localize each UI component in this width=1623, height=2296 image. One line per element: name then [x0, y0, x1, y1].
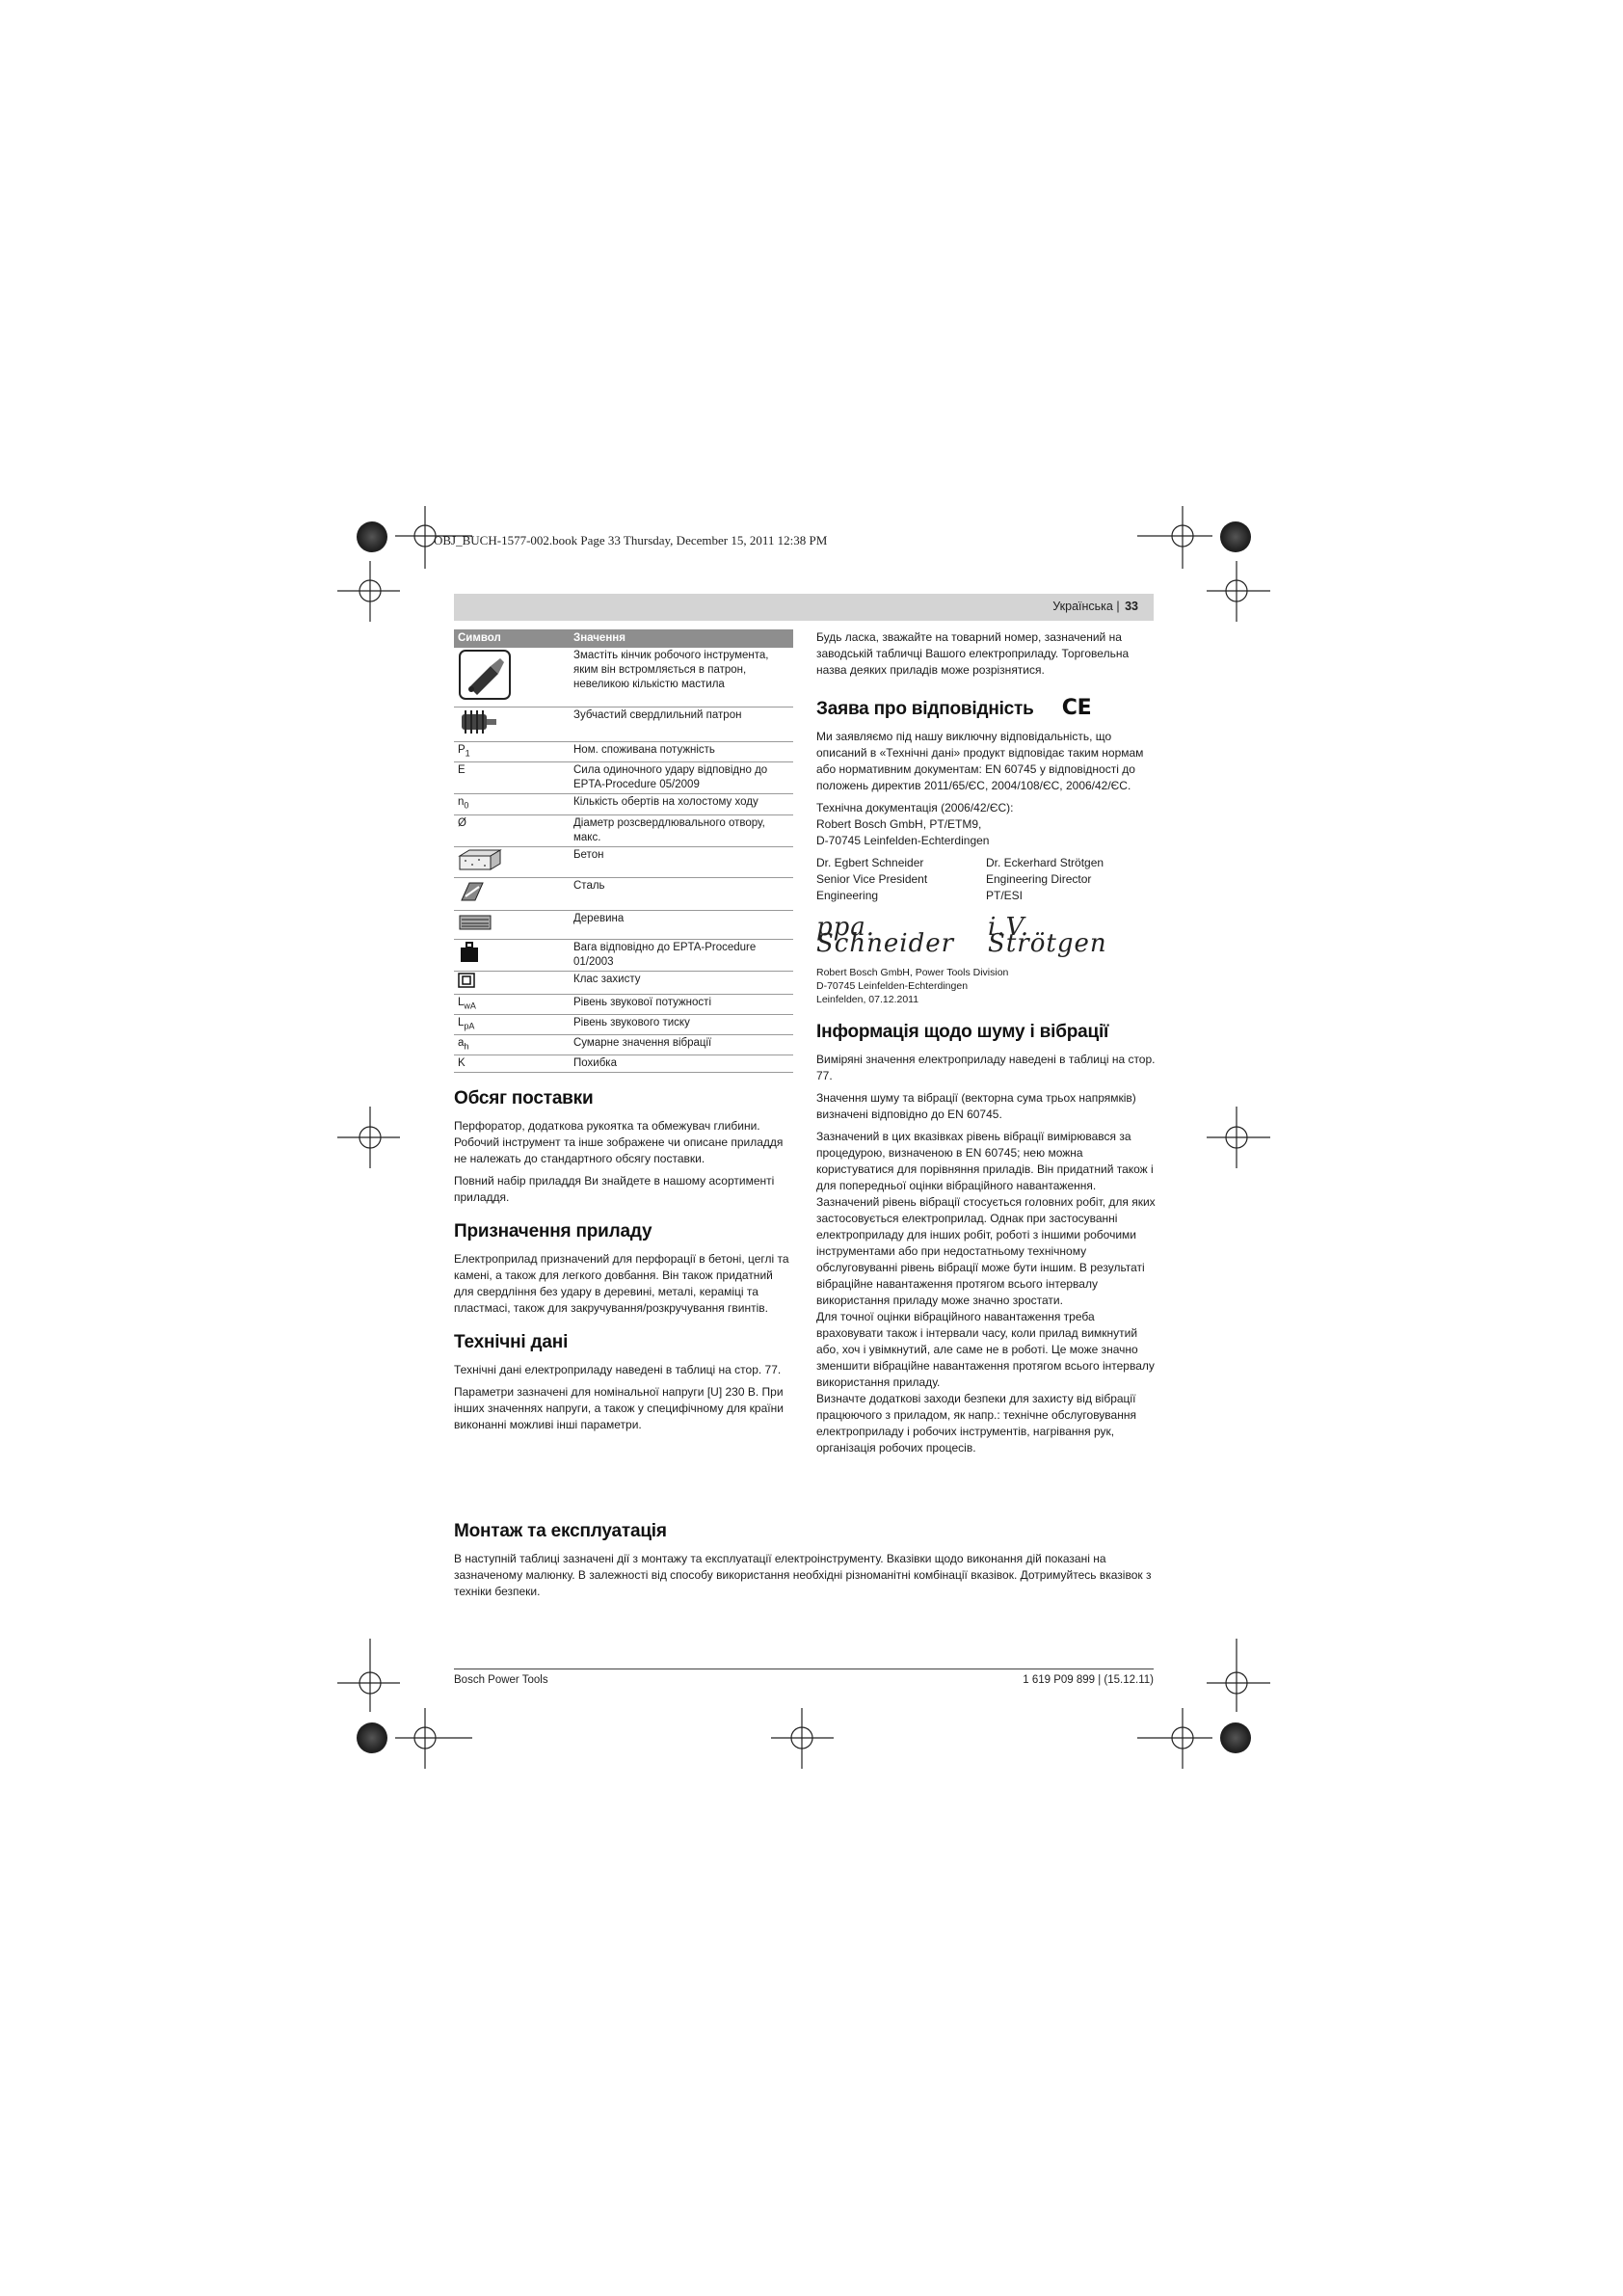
table-cell-symbol: $P_1$	[454, 742, 570, 762]
protection-class-icon	[458, 973, 475, 988]
table-row	[454, 971, 793, 994]
registration-disc	[357, 521, 387, 552]
signatory-title: Engineering Director	[986, 872, 1092, 886]
table-row	[454, 814, 793, 846]
conformity-paragraph: Ми заявляємо під нашу виключну відповідальність, що описаний в «Технічні дані» продукт відповідає таким нормам або нормативним документам: EN 60745 у відповідності до положень директив 2011/65/ЄС, 2004/108/ЄС, 2006/42/ЄС.	[816, 730, 1144, 792]
signatory-left	[816, 855, 986, 904]
signatory-name: Dr. Eckerhard Strötgen	[986, 856, 1104, 869]
meaning-col-header: Значення	[570, 629, 793, 648]
tech-heading: Технічні дані	[454, 1332, 569, 1353]
noise-paragraph: Значення шуму та вібрації (векторна сума трьох напрямків) визначені відповідно до EN 60745.	[816, 1091, 1136, 1121]
scope-paragraph: Повний набір приладдя Ви знайдете в нашому асортименті приладдя.	[454, 1174, 775, 1205]
assembly-heading: Монтаж та експлуатація	[454, 1521, 667, 1541]
header-language: Українська	[1052, 600, 1113, 613]
print-slug: OBJ_BUCH-1577-002.book Page 33 Thursday, December 15, 2011 12:38 PM	[434, 533, 828, 547]
tech-docs-line: Robert Bosch GmbH, PT/ETM9,	[816, 817, 982, 831]
crosshair-mark	[1207, 1639, 1270, 1712]
crosshair-mark	[1137, 1708, 1212, 1769]
table-cell: Кількість обертів на холостому ходу	[570, 794, 793, 814]
table-row	[454, 794, 793, 814]
company-line: D-70745 Leinfelden-Echterdingen	[816, 980, 969, 992]
assembly-section	[454, 1513, 1154, 1606]
noise-paragraph: Визначте додаткові заходи безпеки для захисту від вібрації працюючого з приладом, як напр.: технічне обслуговування електроприладу і робочих інструментів, нагрівання рук, організація робочих процесів.	[816, 1392, 1136, 1455]
registration-disc	[357, 1722, 387, 1753]
table-cell: Ном. споживана потужність	[570, 742, 793, 762]
signatures	[816, 908, 1156, 964]
scope-heading: Обсяг поставки	[454, 1088, 594, 1109]
table-row	[454, 910, 793, 939]
table-row	[454, 994, 793, 1014]
table-cell-symbol: $n_0$	[454, 794, 570, 814]
conformity-heading	[816, 696, 1156, 720]
intro-paragraph: Будь ласка, зважайте на товарний номер, зазначений на заводській табличці Вашого електроприладу. Торговельна назва деяких приладів може розрізнятися.	[816, 630, 1130, 677]
table-row	[454, 648, 793, 707]
table-row	[454, 877, 793, 910]
company-info	[816, 966, 1156, 1006]
signatory-name: Dr. Egbert Schneider	[816, 856, 924, 869]
table-row	[454, 762, 793, 794]
table-cell-symbol: $L_{pA}$	[454, 1014, 570, 1034]
table-cell: Зубчастий свердлильний патрон	[570, 707, 793, 742]
weight-icon	[458, 941, 481, 964]
table-row	[454, 1055, 793, 1073]
signatory-dept: Engineering	[816, 889, 879, 902]
table-cell-symbol: Ø	[454, 814, 570, 846]
concrete-icon	[458, 848, 502, 871]
tech-paragraph: Параметри зазначені для номінальної напруги [U] 230 В. При інших значеннях напруги, а також у специфічному для країни виконанні можливі інші параметри.	[454, 1385, 784, 1432]
conformity-title: Заява про відповідність	[816, 699, 1034, 719]
symbol-col-header: Символ	[454, 629, 570, 648]
gear-chuck-icon	[458, 708, 498, 735]
company-line: Robert Bosch GmbH, Power Tools Division	[816, 967, 1009, 978]
table-cell-symbol: E	[454, 762, 570, 794]
signatory-dept: PT/ESI	[986, 889, 1024, 902]
footer-left: Bosch Power Tools	[454, 1674, 548, 1686]
page-header	[1052, 600, 1138, 613]
table-cell: Діаметр розсвердлювального отвору, макс.	[570, 814, 793, 846]
table-cell: Клас захисту	[570, 971, 793, 994]
crosshair-mark	[1137, 506, 1212, 569]
noise-paragraph: Виміряні значення електроприладу наведені в таблиці на стор. 77.	[816, 1053, 1156, 1082]
table-cell: Сила одиночного удару відповідно до EPTA-Procedure 05/2009	[570, 762, 793, 794]
purpose-heading: Призначення приладу	[454, 1221, 652, 1242]
ce-mark-icon: CE	[1061, 696, 1092, 720]
crosshair-mark	[395, 1708, 472, 1769]
signature-right: i.V. Strötgen	[988, 913, 1107, 958]
scope-paragraph: Перфоратор, додаткова рукоятка та обмежувач глибини. Робочий інструмент та інше зображене чи описане приладдя не належать до стандартного обсягу поставки.	[454, 1119, 784, 1166]
table-cell: Похибка	[570, 1055, 793, 1073]
table-row	[454, 939, 793, 971]
table-cell: Сталь	[570, 877, 793, 910]
signatory-right	[986, 855, 1156, 904]
noise-paragraph: Зазначений в цих вказівках рівень вібрації вимірювався за процедурою, визначеною в EN 60745; нею можна користуватися для порівняння приладів. Він придатний також і для попередньої оцінки вібраційного навантаження. Зазначений рівень вібрації стосується головних робіт, для яких застосовується електроприлад. Однак при застосуванні електроприладу для інших робіт, роботі з іншими робочими інструментами або при недостатньому технічному обслуговуванні рівень вібрації може бути іншим. В результаті вібраційне навантаження протягом всього інтервалу використання приладу може значно зростати.	[816, 1130, 1156, 1307]
table-cell-symbol: K	[454, 1055, 570, 1073]
table-row	[454, 742, 793, 762]
signatory-title: Senior Vice President	[816, 872, 928, 886]
purpose-paragraph: Електроприлад призначений для перфорації в бетоні, цеглі та камені, а також для легкого довбання. Він також придатний для свердління без удару в деревині, металі, кераміці та пластмасі, також для закручування/розкручування гвинтів.	[454, 1252, 789, 1316]
table-cell: Бетон	[570, 846, 793, 877]
wood-icon	[458, 912, 492, 933]
right-column	[816, 629, 1156, 1462]
left-column	[454, 629, 795, 1439]
table-cell: Деревина	[570, 910, 793, 939]
grease-tool-icon	[458, 649, 512, 701]
noise-paragraph: Для точної оцінки вібраційного навантаження треба враховувати також і інтервали часу, коли прилад вимкнутий або, хоч і увімкнутий, але саме не в роботі. Це може значно зменшити вібраційне навантаження протягом всього інтервалу використання приладу.	[816, 1310, 1155, 1389]
tech-paragraph: Технічні дані електроприладу наведені в таблиці на стор. 77.	[454, 1363, 782, 1377]
crosshair-mark	[771, 1708, 834, 1769]
table-row	[454, 1014, 793, 1034]
signatories	[816, 855, 1156, 904]
tech-docs-line: D-70745 Leinfelden-Echterdingen	[816, 834, 990, 847]
footer-right: 1 619 P09 899 | (15.12.11)	[1023, 1674, 1154, 1686]
table-cell: Рівень звукової потужності	[570, 994, 793, 1014]
table-cell: Рівень звукового тиску	[570, 1014, 793, 1034]
crosshair-mark	[395, 506, 472, 569]
crosshair-mark	[337, 561, 400, 622]
table-row	[454, 846, 793, 877]
table-cell: Вага відповідно до EPTA-Procedure 01/2003	[570, 939, 793, 971]
registration-disc	[1220, 1722, 1251, 1753]
tech-docs	[816, 800, 1156, 849]
table-cell: Сумарне значення вібрації	[570, 1035, 793, 1055]
table-cell: Змастіть кінчик робочого інструмента, яким він встромляється в патрон, невеликою кількістю мастила	[570, 648, 793, 707]
crosshair-mark	[1207, 561, 1270, 622]
page-header-bar	[454, 594, 1154, 621]
crosshair-mark	[337, 1639, 400, 1712]
noise-heading: Інформація щодо шуму і вібрації	[816, 1022, 1109, 1042]
company-line: Leinfelden, 07.12.2011	[816, 994, 919, 1005]
header-separator: |	[1116, 600, 1120, 613]
table-row	[454, 1035, 793, 1055]
crosshair-mark	[337, 1107, 400, 1168]
crosshair-mark	[1207, 1107, 1270, 1168]
steel-icon	[458, 879, 487, 904]
table-cell-symbol: $L_{wA}$	[454, 994, 570, 1014]
tech-docs-line: Технічна документація (2006/42/ЄС):	[816, 801, 1014, 814]
table-row	[454, 707, 793, 742]
assembly-paragraph: В наступній таблиці зазначені дії з монтажу та експлуатації електроінструменту. Вказівки щодо виконання дій показані на зазначеному малюнку. В залежності від способу використання необхідні різноманітні комбінації вказівок. Дотримуйтесь вказівок з техніки безпеки.	[454, 1552, 1152, 1598]
table-cell-symbol: $a_h$	[454, 1035, 570, 1055]
registration-disc	[1220, 521, 1251, 552]
symbol-table	[454, 629, 793, 1073]
signature-left: ppa. Schneider	[816, 913, 955, 958]
page-number: 33	[1125, 600, 1138, 613]
